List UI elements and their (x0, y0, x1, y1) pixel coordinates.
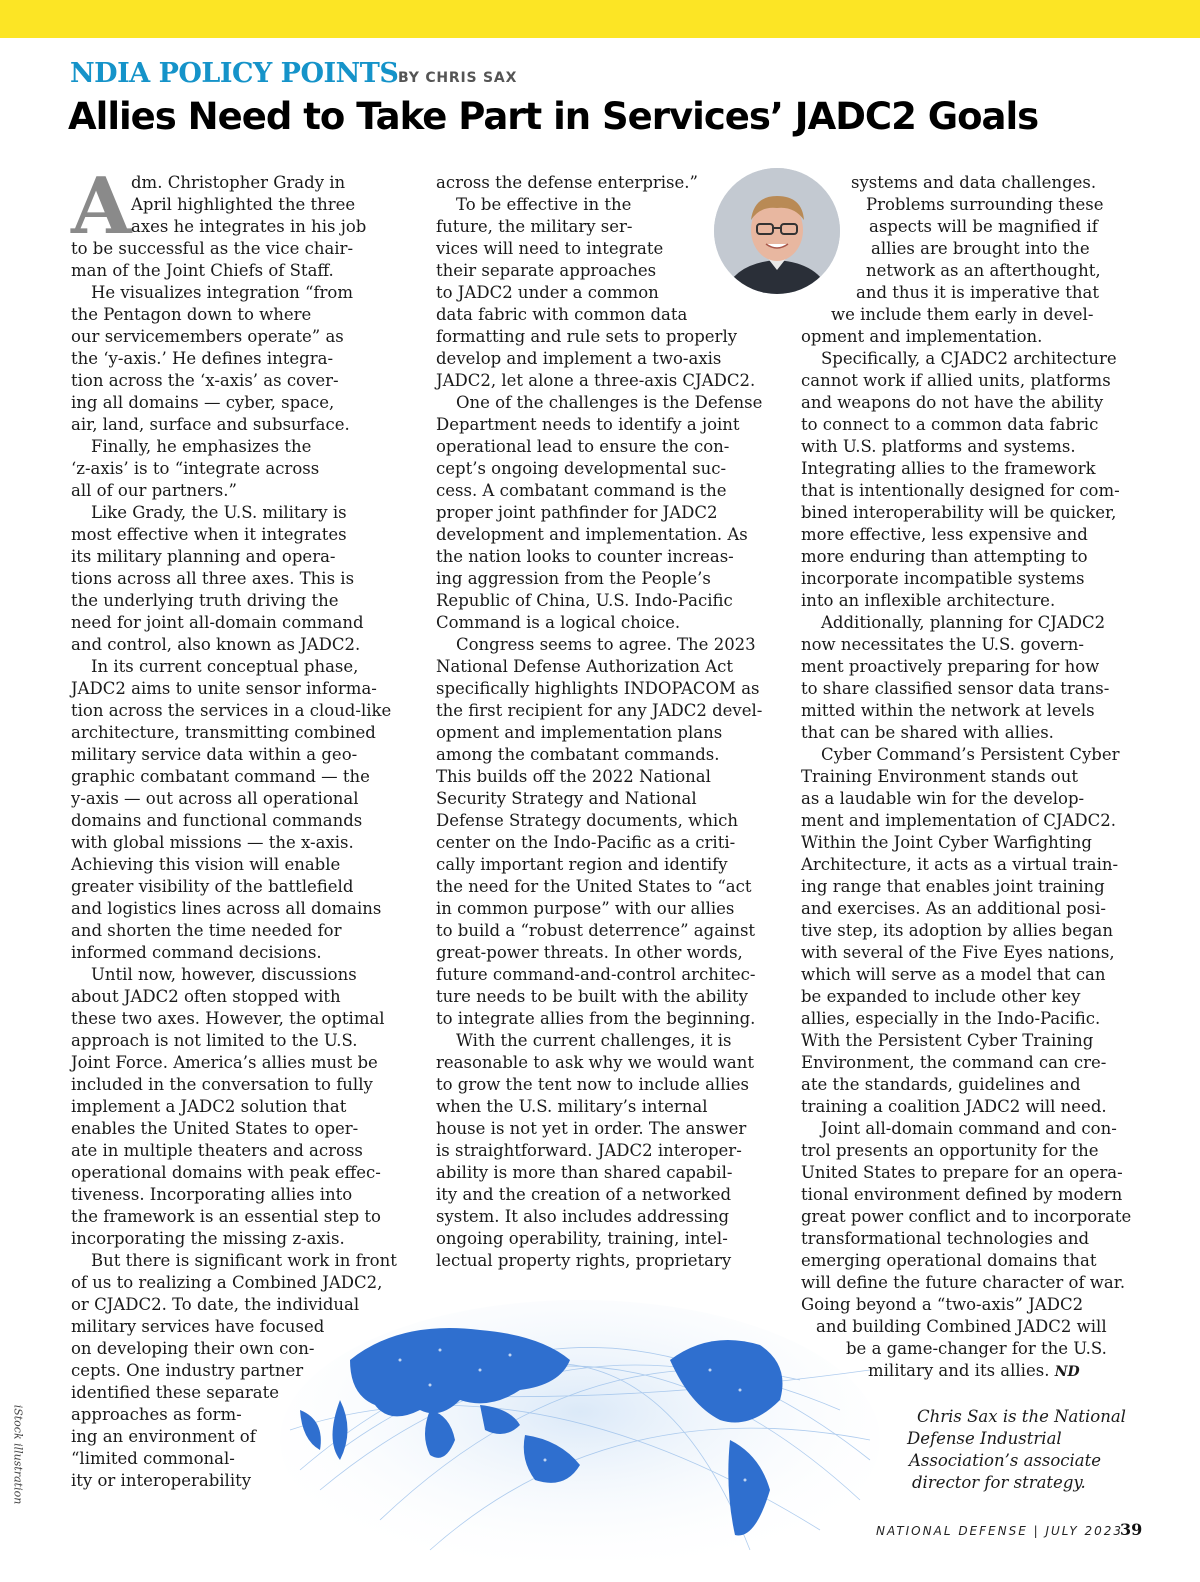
article-line: JADC2, let alone a three-axis CJADC2. (436, 371, 756, 390)
article-line: With the Persistent Cyber Training (801, 1031, 1094, 1050)
page-number: 39 (1120, 1520, 1143, 1539)
article-line: aspects will be magnified if (869, 217, 1098, 236)
article-line: Training Environment stands out (801, 767, 1079, 786)
article-line: system. It also includes addressing (436, 1207, 730, 1226)
article-line: systems and data challenges. (851, 173, 1097, 192)
byline: BY CHRIS SAX (398, 70, 518, 86)
article-line: ment proactively preparing for how (801, 657, 1100, 676)
article-line: among the combatant commands. (436, 745, 720, 764)
article-line: Integrating allies to the framework (801, 459, 1096, 478)
article-line: informed command decisions. (71, 943, 322, 962)
article-line: the ‘y-axis.’ He defines integra- (71, 349, 334, 368)
article-line: all of our partners.” (71, 481, 237, 500)
article-line: of us to realizing a Combined JADC2, (71, 1273, 383, 1292)
article-line: to grow the tent now to include allies (436, 1075, 749, 1094)
article-line: approach is not limited to the U.S. (71, 1031, 358, 1050)
article-line: opment and implementation plans (436, 723, 723, 742)
article-line: Environment, the command can cre- (801, 1053, 1107, 1072)
article-line: tive step, its adoption by allies began (801, 921, 1114, 940)
article-line: Like Grady, the U.S. military is (91, 503, 347, 522)
article-line: when the U.S. military’s internal (436, 1097, 708, 1116)
drop-cap: A (71, 161, 132, 252)
article-line: ture needs to be built with the ability (436, 987, 748, 1006)
article-line: tion across the ‘x-axis’ as cover- (71, 371, 339, 390)
article-line: greater visibility of the battlefield (71, 877, 354, 896)
article-line: and logistics lines across all domains (71, 899, 382, 918)
article-line: ment and implementation of CJADC2. (801, 811, 1116, 830)
author-bio-line: Association’s associate (909, 1451, 1102, 1470)
article-line: and building Combined JADC2 will (816, 1317, 1107, 1336)
article-line: tional environment defined by modern (801, 1185, 1123, 1204)
article-line: included in the conversation to fully (71, 1075, 373, 1094)
article-line: tiveness. Incorporating allies into (71, 1185, 353, 1204)
article-line: lectual property rights, proprietary (436, 1251, 732, 1270)
article-line: will define the future character of war. (801, 1273, 1126, 1292)
article-line: ity and the creation of a networked (436, 1185, 732, 1204)
article-line: our servicemembers operate” as (71, 327, 344, 346)
article-line: ing aggression from the People’s (436, 569, 711, 588)
headline: Allies Need to Take Part in Services’ JADC2 Goals (68, 95, 1039, 138)
article-line: Going beyond a “two-axis” JADC2 (801, 1295, 1084, 1314)
article-line: Within the Joint Cyber Warfighting (801, 833, 1092, 852)
article-line: April highlighted the three (131, 195, 356, 214)
article-line: operational domains with peak effec- (71, 1163, 381, 1182)
article-line: and shorten the time needed for (71, 921, 342, 940)
article-line: great-power threats. In other words, (436, 943, 743, 962)
article-line: development and implementation. As (436, 525, 748, 544)
article-line: across the defense enterprise.” (436, 173, 698, 192)
article-line: on developing their own con- (71, 1339, 315, 1358)
article-line: specifically highlights INDOPACOM as (436, 679, 760, 698)
article-line: Problems surrounding these (866, 195, 1104, 214)
article-line: proper joint pathfinder for JADC2 (436, 503, 718, 522)
article-line: into an inflexible architecture. (801, 591, 1056, 610)
author-bio-line: director for strategy. (912, 1473, 1086, 1492)
article-line: cess. A combatant command is the (436, 481, 727, 500)
article-line: Joint Force. America’s allies must be (71, 1053, 378, 1072)
publication-footer: NATIONAL DEFENSE | JULY 2023 (876, 1524, 1124, 1538)
article-line: graphic combatant command — the (71, 767, 370, 786)
article-line: ‘z-axis’ is to “integrate across (71, 459, 320, 478)
article-line: emerging operational domains that (801, 1251, 1097, 1270)
article-line: approaches as form- (71, 1405, 242, 1424)
article-line: and thus it is imperative that (856, 283, 1099, 302)
section-kicker: NDIA POLICY POINTS (70, 58, 399, 89)
article-line: more effective, less expensive and (801, 525, 1088, 544)
article-line: center on the Indo-Pacific as a criti- (436, 833, 736, 852)
article-line: enables the United States to oper- (71, 1119, 359, 1138)
article-column-2 (436, 172, 781, 1272)
article-line: which will serve as a model that can (801, 965, 1106, 984)
article-line: architecture, transmitting combined (71, 723, 376, 742)
article-line: we include them early in devel- (831, 305, 1094, 324)
article-line: To be effective in the (456, 195, 632, 214)
article-line: the Pentagon down to where (71, 305, 312, 324)
article-line: bined interoperability will be quicker, (801, 503, 1117, 522)
article-line: to integrate allies from the beginning. (436, 1009, 756, 1028)
article-line: military and its allies. (868, 1361, 1050, 1380)
article-line: need for joint all-domain command (71, 613, 364, 632)
article-line: to connect to a common data fabric (801, 415, 1099, 434)
article-line: to build a “robust deterrence” against (436, 921, 756, 940)
article-line: great power conflict and to incorporate (801, 1207, 1132, 1226)
article-line-end (801, 1360, 1146, 1382)
article-line: their separate approaches (436, 261, 657, 280)
article-line: National Defense Authorization Act (436, 657, 733, 676)
article-line: the nation looks to counter increas- (436, 547, 734, 566)
article-line: about JADC2 often stopped with (71, 987, 341, 1006)
article-line: ing all domains — cyber, space, (71, 393, 335, 412)
article-line: operational lead to ensure the con- (436, 437, 730, 456)
article-line: Congress seems to agree. The 2023 (456, 635, 756, 654)
article-line: identified these separate (71, 1383, 279, 1402)
article-line: ate the standards, guidelines and (801, 1075, 1081, 1094)
article-line: Defense Strategy documents, which (436, 811, 739, 830)
article-line: be expanded to include other key (801, 987, 1081, 1006)
end-mark: ND (1054, 1364, 1080, 1380)
article-line: the underlying truth driving the (71, 591, 339, 610)
article-line: network as an afterthought, (866, 261, 1101, 280)
article-line: air, land, surface and subsurface. (71, 415, 350, 434)
article-line: its military planning and opera- (71, 547, 336, 566)
article-line: Joint all-domain command and con- (821, 1119, 1117, 1138)
article-line: ability is more than shared capabil- (436, 1163, 733, 1182)
article-line: Specifically, a CJADC2 architecture (821, 349, 1117, 368)
article-line: house is not yet in order. The answer (436, 1119, 747, 1138)
article-line: the first recipient for any JADC2 devel- (436, 701, 763, 720)
article-line: ing an environment of (71, 1427, 256, 1446)
article-line: man of the Joint Chiefs of Staff. (71, 261, 334, 280)
article-line: Achieving this vision will enable (71, 855, 341, 874)
article-line: that can be shared with allies. (801, 723, 1054, 742)
article-line: data fabric with common data (436, 305, 688, 324)
article-line: ing range that enables joint training (801, 877, 1105, 896)
article-line: formatting and rule sets to properly (436, 327, 738, 346)
article-line: these two axes. However, the optimal (71, 1009, 385, 1028)
article-line: and control, also known as JADC2. (71, 635, 361, 654)
top-accent-bar (0, 0, 1200, 38)
article-line: Republic of China, U.S. Indo-Pacific (436, 591, 733, 610)
author-bio-line: Chris Sax is the National (917, 1407, 1126, 1426)
article-line: ity or interoperability (71, 1471, 252, 1490)
article-line: allies are brought into the (871, 239, 1090, 258)
article-line: with U.S. platforms and systems. (801, 437, 1076, 456)
article-line: Until now, however, discussions (91, 965, 357, 984)
article-line: military service data within a geo- (71, 745, 358, 764)
article-line: Cyber Command’s Persistent Cyber (821, 745, 1120, 764)
article-line: This builds off the 2022 National (436, 767, 711, 786)
article-line: is straightforward. JADC2 interoper- (436, 1141, 742, 1160)
article-line: the need for the United States to “act (436, 877, 752, 896)
article-line: that is intentionally designed for com- (801, 481, 1120, 500)
article-line: to JADC2 under a common (436, 283, 659, 302)
article-line: military services have focused (71, 1317, 325, 1336)
article-line: the framework is an essential step to (71, 1207, 381, 1226)
article-line: mitted within the network at levels (801, 701, 1095, 720)
article-line: axes he integrates in his job (131, 217, 367, 236)
article-column-1 (71, 161, 416, 1492)
article-line: most effective when it integrates (71, 525, 347, 544)
article-line: cannot work if allied units, platforms (801, 371, 1111, 390)
article-line: Architecture, it acts as a virtual train- (801, 855, 1119, 874)
photo-credit: iStock illustration (11, 1404, 25, 1505)
article-line: implement a JADC2 solution that (71, 1097, 347, 1116)
article-line: incorporate incompatible systems (801, 569, 1085, 588)
article-line: cepts. One industry partner (71, 1361, 304, 1380)
article-line: Command is a logical choice. (436, 613, 681, 632)
article-line: United States to prepare for an opera- (801, 1163, 1123, 1182)
article-line: as a laudable win for the develop- (801, 789, 1085, 808)
article-line: to share classified sensor data trans- (801, 679, 1110, 698)
article-line: opment and implementation. (801, 327, 1043, 346)
article-line: allies, especially in the Indo-Pacific. (801, 1009, 1101, 1028)
article-line: Security Strategy and National (436, 789, 697, 808)
article-line: “limited commonal- (71, 1449, 235, 1468)
article-line: Additionally, planning for CJADC2 (821, 613, 1106, 632)
article-line: ate in multiple theaters and across (71, 1141, 363, 1160)
article-line: future, the military ser- (436, 217, 633, 236)
article-line: incorporating the missing z-axis. (71, 1229, 345, 1248)
article-line: tions across all three axes. This is (71, 569, 355, 588)
article-line: develop and implement a two-axis (436, 349, 722, 368)
article-line: tion across the services in a cloud-like (71, 701, 392, 720)
article-line: cally important region and identify (436, 855, 728, 874)
article-line: reasonable to ask why we would want (436, 1053, 754, 1072)
article-line: In its current conceptual phase, (91, 657, 359, 676)
article-line: domains and functional commands (71, 811, 363, 830)
article-line: Department needs to identify a joint (436, 415, 740, 434)
author-bio-line: Defense Industrial (907, 1429, 1062, 1448)
article-line: transformational technologies and (801, 1229, 1090, 1248)
article-line: dm. Christopher Grady in (131, 173, 346, 192)
article-line: ongoing operability, training, intel- (436, 1229, 728, 1248)
article-line: in common purpose” with our allies (436, 899, 735, 918)
article-line: to be successful as the vice chair- (71, 239, 354, 258)
article-line: or CJADC2. To date, the individual (71, 1295, 360, 1314)
article-line: Finally, he emphasizes the (91, 437, 312, 456)
article-line: cept’s ongoing developmental suc- (436, 459, 727, 478)
article-line: JADC2 aims to unite sensor informa- (71, 679, 377, 698)
article-line: future command-and-control architec- (436, 965, 756, 984)
article-line: But there is significant work in front (91, 1251, 397, 1270)
article-line: With the current challenges, it is (456, 1031, 732, 1050)
article-line: now necessitates the U.S. govern- (801, 635, 1084, 654)
article-line: with global missions — the x-axis. (71, 833, 354, 852)
article-line: be a game-changer for the U.S. (846, 1339, 1107, 1358)
article-line: trol presents an opportunity for the (801, 1141, 1099, 1160)
article-line: vices will need to integrate (436, 239, 664, 258)
article-line: training a coalition JADC2 will need. (801, 1097, 1107, 1116)
article-line: He visualizes integration “from (91, 283, 353, 302)
article-column-3 (801, 172, 1146, 1382)
article-line: with several of the Five Eyes nations, (801, 943, 1115, 962)
article-line: and exercises. As an additional posi- (801, 899, 1106, 918)
article-line: and weapons do not have the ability (801, 393, 1104, 412)
article-line: One of the challenges is the Defense (456, 393, 763, 412)
article-line: more enduring than attempting to (801, 547, 1088, 566)
article-line: y-axis — out across all operational (71, 789, 359, 808)
